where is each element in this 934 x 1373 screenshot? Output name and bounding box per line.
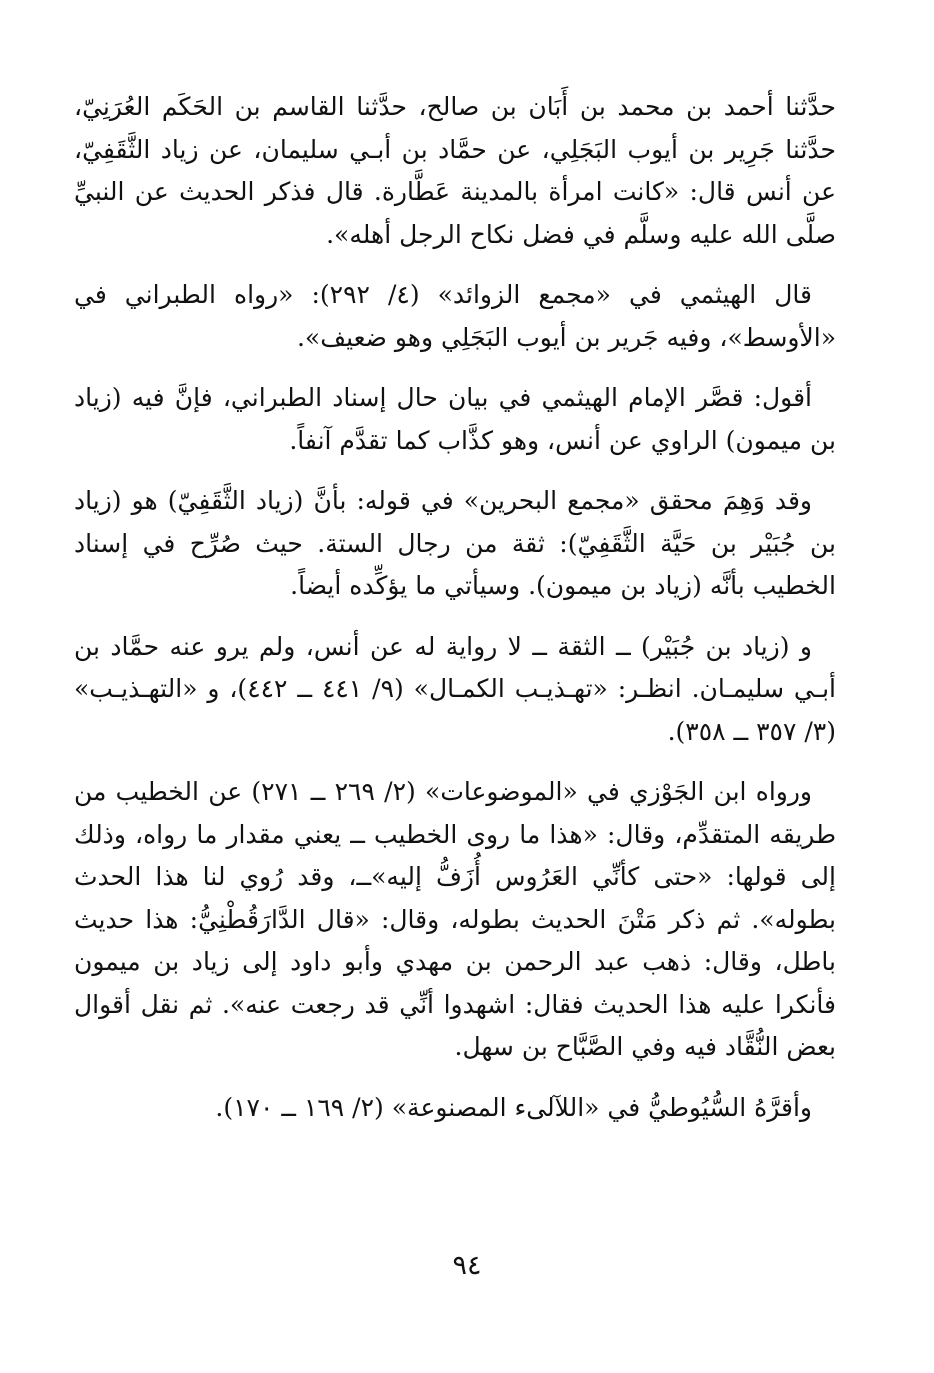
paragraph-suyuti: وأقرَّهُ السُّيُوطيُّ في «اللآلىء المصنوعة» (٢/ ١٦٩ ــ ١٧٠).	[215, 1092, 812, 1122]
paragraph-aqul: أقول: قصَّر الإمام الهيثمي في بيان حال إسناد الطبراني، فإنَّ فيه (زياد بن ميمون) الراوي عن أنس، وهو كذَّاب كما تقدَّم آنفاً.	[74, 383, 836, 455]
paragraph-ibn-jawzi: ورواه ابن الجَوْزي في «الموضوعات» (٢/ ٢٦٩ ــ ٢٧١) عن الخطيب من طريقه المتقدِّم، وقال: «هذا ما روى الخطيب ــ يعني مقدار ما رواه، وذلك إلى قولها: «حتى كأنِّي العَرُوس أُزَفُّ إليه»ــ، وقد رُوي لنا هذا الحدث بطوله». ثم ذكر مَتْنَ الحديث بطوله، وقال: «قال الدَّارَقُطْنِيُّ: هذا حديث باطل، وقال: ذهب عبد الرحمن بن مهدي وأبو داود إلى زياد بن ميمون فأنكرا عليه هذا الحديث فقال: اشهدوا أنِّي قد رجعت عنه». ثم نقل أقوال بعض النُّقَّاد فيه وفي الصَّبَّاح بن سهل.	[74, 777, 836, 1061]
paragraph-hadith-chain: حدَّثنا أحمد بن محمد بن أَبَان بن صالح، حدَّثنا القاسم بن الحَكَم العُرَنِيّ، حدَّثنا جَرِير بن أيوب البَجَلِي، عن حمَّاد بن أبـي سليمان، عن زياد الثَّقَفِيّ، عن أنس قال: «كانت امرأة بالمدينة عَطَّارة. قال فذكر الحديث عن النبيِّ صلَّى الله عليه وسلَّم في فضل نكاح الرجل أهله».	[74, 92, 836, 249]
paragraph-haythami: قال الهيثمي في «مجمع الزوائد» (٤/ ٢٩٢): «رواه الطبراني في «الأوسط»، وفيه جَرير بن أيوب البَجَلِي وهو ضعيف».	[74, 280, 836, 352]
paragraph-ziyad-jubayr: و (زياد بن جُبَيْر) ــ الثقة ــ لا رواية له عن أنس، ولم يرو عنه حمَّاد بن أبـي سليمـان. انظـر: «تهـذيـب الكمـال» (٩/ ٤٤١ ــ ٤٤٢)، و «التهـذيـب» (٣/ ٣٥٧ ــ ٣٥٨).	[74, 631, 836, 746]
page-number: ٩٤	[452, 1250, 482, 1281]
paragraph-wahm: وقد وَهِمَ محقق «مجمع البحرين» في قوله: بأنَّ (زياد الثَّقَفِيّ) هو (زياد بن جُبَيْر بن حَيَّة الثَّقَفِيّ): ثقة من رجال الستة. حيث صُرِّح في إسناد الخطيب بأنَّه (زياد بن ميمون). وسيأتي ما يؤكِّده أيضاً.	[74, 486, 836, 600]
page-body	[74, 86, 836, 1147]
